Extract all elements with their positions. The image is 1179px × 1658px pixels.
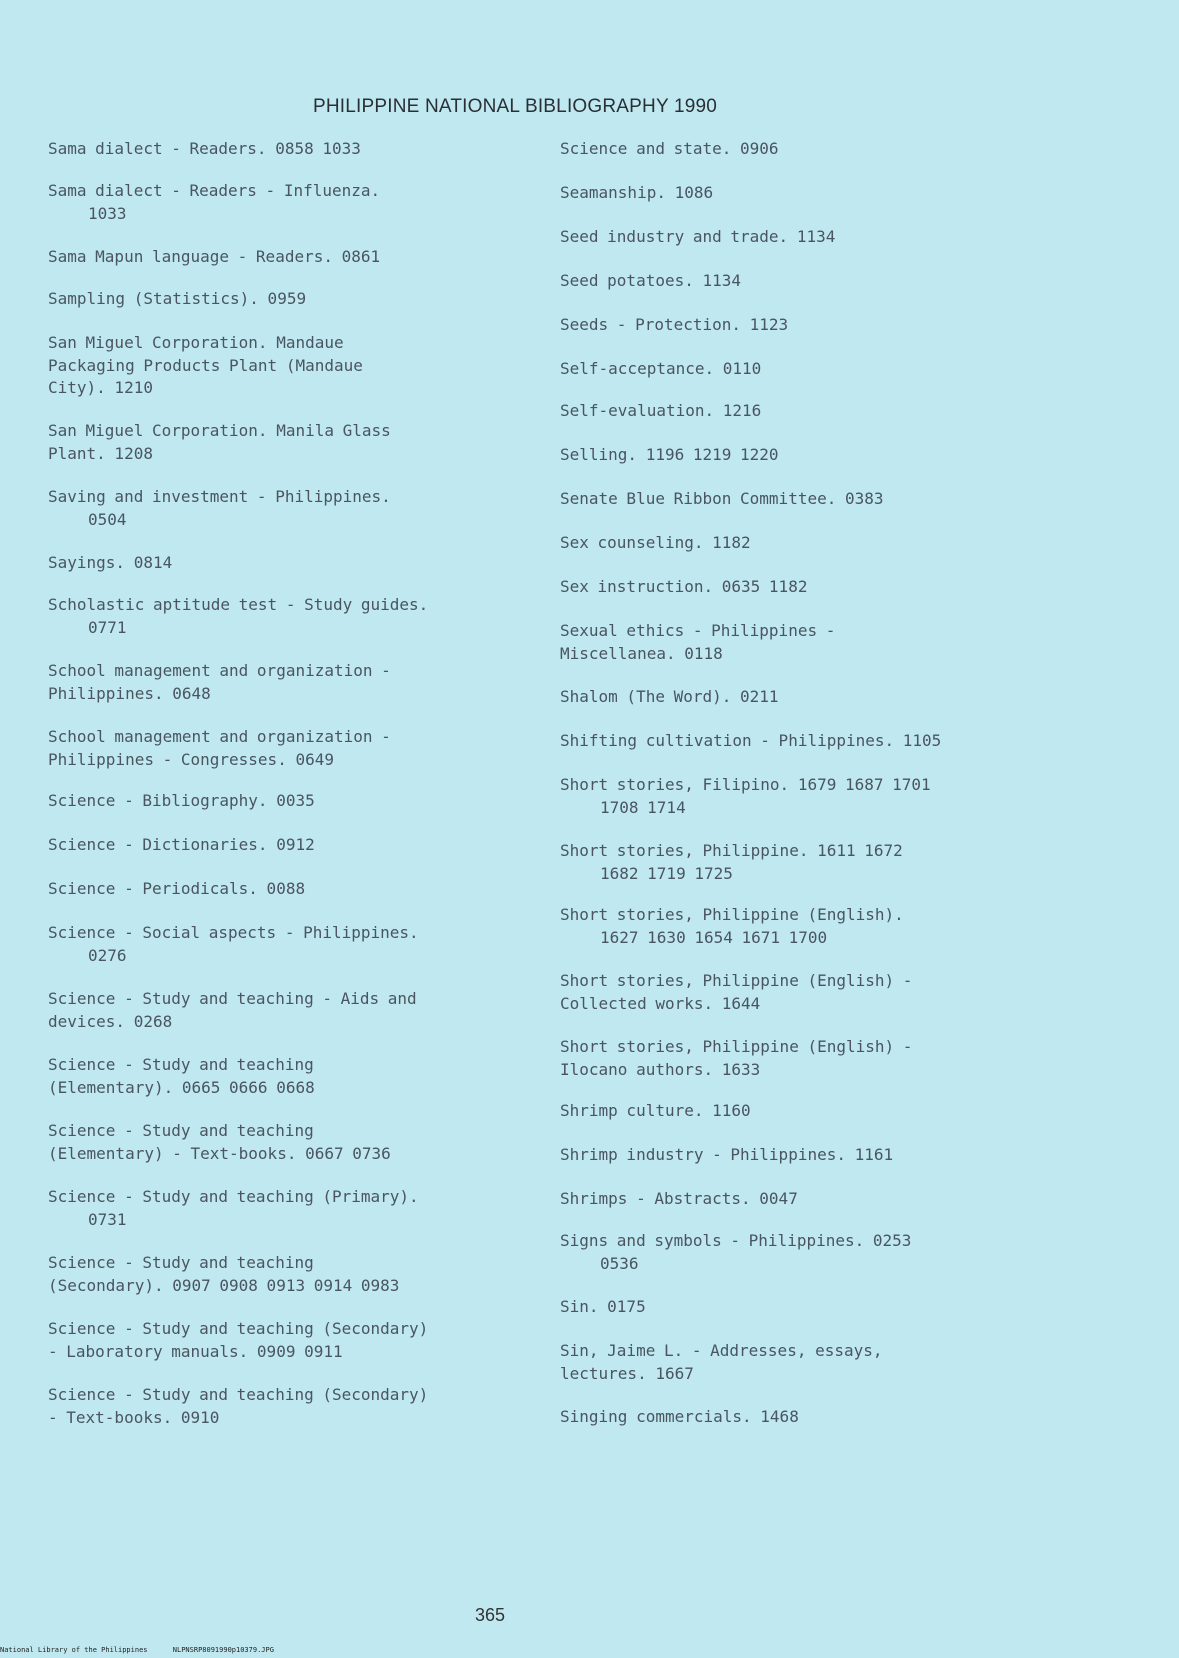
index-entry [560, 620, 1052, 665]
entry-line: Science - Study and teaching - Aids and [48, 989, 417, 1008]
entry-line: Collected works. 1644 [560, 993, 761, 1013]
entry-line: 0536 [600, 1253, 639, 1273]
index-entry [560, 1188, 1052, 1211]
entry-line: Sama dialect - Readers. 0858 1033 [48, 139, 361, 158]
entry-line: Science - Study and teaching [48, 1055, 314, 1074]
entry-line: (Elementary). 0665 0666 0668 [48, 1077, 315, 1097]
entry-line: 0504 [88, 509, 127, 529]
entry-line: Self-acceptance. 0110 [560, 359, 762, 378]
entry-line: Sex counseling. 1182 [560, 533, 751, 552]
entry-line: Science - Study and teaching (Secondary) [48, 1385, 429, 1404]
index-entry [48, 288, 540, 311]
index-entry [48, 138, 540, 161]
entry-line: Shrimps - Abstracts. 0047 [560, 1189, 798, 1208]
entry-line: School management and organization - [48, 661, 391, 680]
entry-line: Plant. 1208 [48, 443, 153, 463]
index-entry [560, 774, 1052, 819]
index-entry [48, 790, 540, 813]
entry-line: Sama dialect - Readers - Influenza. [48, 181, 381, 200]
entry-line: - Text-books. 0910 [48, 1407, 220, 1427]
entry-line: Science - Study and teaching (Secondary) [48, 1319, 429, 1338]
index-entry [48, 420, 540, 465]
entry-line: 1033 [88, 203, 127, 223]
entry-line: (Elementary) - Text-books. 0667 0736 [48, 1143, 391, 1163]
entry-line: Seed potatoes. 1134 [560, 271, 742, 290]
entry-line: Seeds - Protection. 1123 [560, 315, 789, 334]
index-entry [560, 1230, 1052, 1275]
index-entry [560, 400, 1052, 423]
index-entry [560, 970, 1052, 1015]
entry-line: (Secondary). 0907 0908 0913 0914 0983 [48, 1275, 400, 1295]
entry-line: Science - Dictionaries. 0912 [48, 835, 315, 854]
index-entry [560, 1036, 1052, 1081]
entry-line: Senate Blue Ribbon Committee. 0383 [560, 489, 884, 508]
index-entry [48, 486, 540, 531]
index-entry [48, 246, 540, 269]
entry-line: 1708 1714 [600, 797, 686, 817]
index-entry [48, 552, 540, 575]
index-entry [48, 1252, 540, 1297]
index-entry [48, 594, 540, 639]
index-entry [560, 904, 1052, 949]
entry-line: 0731 [88, 1209, 127, 1229]
entry-line: Sexual ethics - Philippines - [560, 621, 836, 640]
entry-line: Science - Study and teaching [48, 1253, 314, 1272]
entry-line: - Laboratory manuals. 0909 0911 [48, 1341, 343, 1361]
entry-line: 0276 [88, 945, 127, 965]
entry-line: devices. 0268 [48, 1011, 173, 1031]
index-entry [48, 726, 540, 771]
entry-line: Sayings. 0814 [48, 553, 173, 572]
entry-line: Short stories, Philippine (English). [560, 905, 904, 924]
index-entry [560, 1100, 1052, 1123]
entry-line: School management and organization - [48, 727, 391, 746]
entry-line: Short stories, Philippine (English) - [560, 1037, 913, 1056]
index-entry [560, 686, 1052, 709]
entry-line: Miscellanea. 0118 [560, 643, 723, 663]
index-entry [560, 532, 1052, 555]
index-entry [48, 1054, 540, 1099]
scan-footer: National Library of the Philippines NLPNSRP8091990p10379.JPG [0, 1646, 274, 1654]
entry-line: 1627 1630 1654 1671 1700 [600, 927, 828, 947]
entry-line: Packaging Products Plant (Mandaue [48, 355, 363, 375]
entry-line: lectures. 1667 [560, 1363, 694, 1383]
entry-line: 0771 [88, 617, 127, 637]
index-entry [48, 1120, 540, 1165]
index-entry [560, 1296, 1052, 1319]
entry-line: San Miguel Corporation. Manila Glass [48, 421, 391, 440]
entry-line: Shifting cultivation - Philippines. 1105 [560, 731, 942, 750]
entry-line: Short stories, Filipino. 1679 1687 1701 [560, 775, 931, 794]
entry-line: Ilocano authors. 1633 [560, 1059, 761, 1079]
entry-line: Scholastic aptitude test - Study guides. [48, 595, 429, 614]
entry-line: Shrimp industry - Philippines. 1161 [560, 1145, 894, 1164]
index-entry [560, 138, 1052, 161]
index-entry [560, 1144, 1052, 1167]
entry-line: Philippines - Congresses. 0649 [48, 749, 334, 769]
entry-line: Short stories, Philippine. 1611 1672 [560, 841, 903, 860]
entry-line: Shrimp culture. 1160 [560, 1101, 751, 1120]
index-entry [48, 1318, 540, 1363]
index-entry [560, 226, 1052, 249]
page-title: PHILIPPINE NATIONAL BIBLIOGRAPHY 1990 [312, 96, 718, 117]
entry-line: Sama Mapun language - Readers. 0861 [48, 247, 381, 266]
entry-line: Science - Social aspects - Philippines. [48, 923, 419, 942]
index-entry [48, 660, 540, 705]
entry-line: Signs and symbols - Philippines. 0253 [560, 1231, 912, 1250]
index-entry [48, 878, 540, 901]
entry-line: Sin, Jaime L. - Addresses, essays, [560, 1341, 883, 1360]
index-entry [560, 182, 1052, 205]
index-entry [560, 730, 1052, 753]
entry-line: Self-evaluation. 1216 [560, 401, 762, 420]
entry-line: Shalom (The Word). 0211 [560, 687, 779, 706]
entry-line: City). 1210 [48, 378, 153, 397]
index-entry [560, 314, 1052, 337]
entry-line: Saving and investment - Philippines. [48, 487, 391, 506]
index-entry [48, 922, 540, 967]
page-number: 365 [475, 1605, 506, 1625]
entry-line: Science - Bibliography. 0035 [48, 791, 315, 810]
index-entry [48, 834, 540, 857]
entry-line: Science and state. 0906 [560, 139, 779, 158]
entry-line: Philippines. 0648 [48, 683, 211, 703]
entry-line: Selling. 1196 1219 1220 [560, 445, 779, 464]
entry-line: Science - Periodicals. 0088 [48, 879, 306, 898]
index-entry [560, 270, 1052, 293]
entry-line: Short stories, Philippine (English) - [560, 971, 913, 990]
index-entry [560, 1340, 1052, 1385]
entry-line: San Miguel Corporation. Mandaue [48, 333, 344, 352]
entry-line: 1682 1719 1725 [600, 863, 733, 883]
entry-line: Seed industry and trade. 1134 [560, 227, 836, 246]
entry-line: Science - Study and teaching (Primary). [48, 1187, 419, 1206]
index-entry [560, 576, 1052, 599]
entry-line: Sin. 0175 [560, 1297, 646, 1316]
index-entry [560, 444, 1052, 467]
index-entry [560, 840, 1052, 885]
index-entry [560, 1406, 1052, 1429]
index-entry [48, 180, 540, 225]
entry-line: Seamanship. 1086 [560, 183, 714, 202]
entry-line: Sex instruction. 0635 1182 [560, 577, 808, 596]
entry-line: Sampling (Statistics). 0959 [48, 289, 307, 308]
entry-line: Science - Study and teaching [48, 1121, 314, 1140]
index-entry [560, 358, 1052, 381]
index-entry [48, 332, 540, 400]
entry-line: Singing commercials. 1468 [560, 1407, 799, 1426]
index-entry [48, 1384, 540, 1429]
index-entry [48, 988, 540, 1033]
index-entry [48, 1186, 540, 1231]
index-entry [560, 488, 1052, 511]
